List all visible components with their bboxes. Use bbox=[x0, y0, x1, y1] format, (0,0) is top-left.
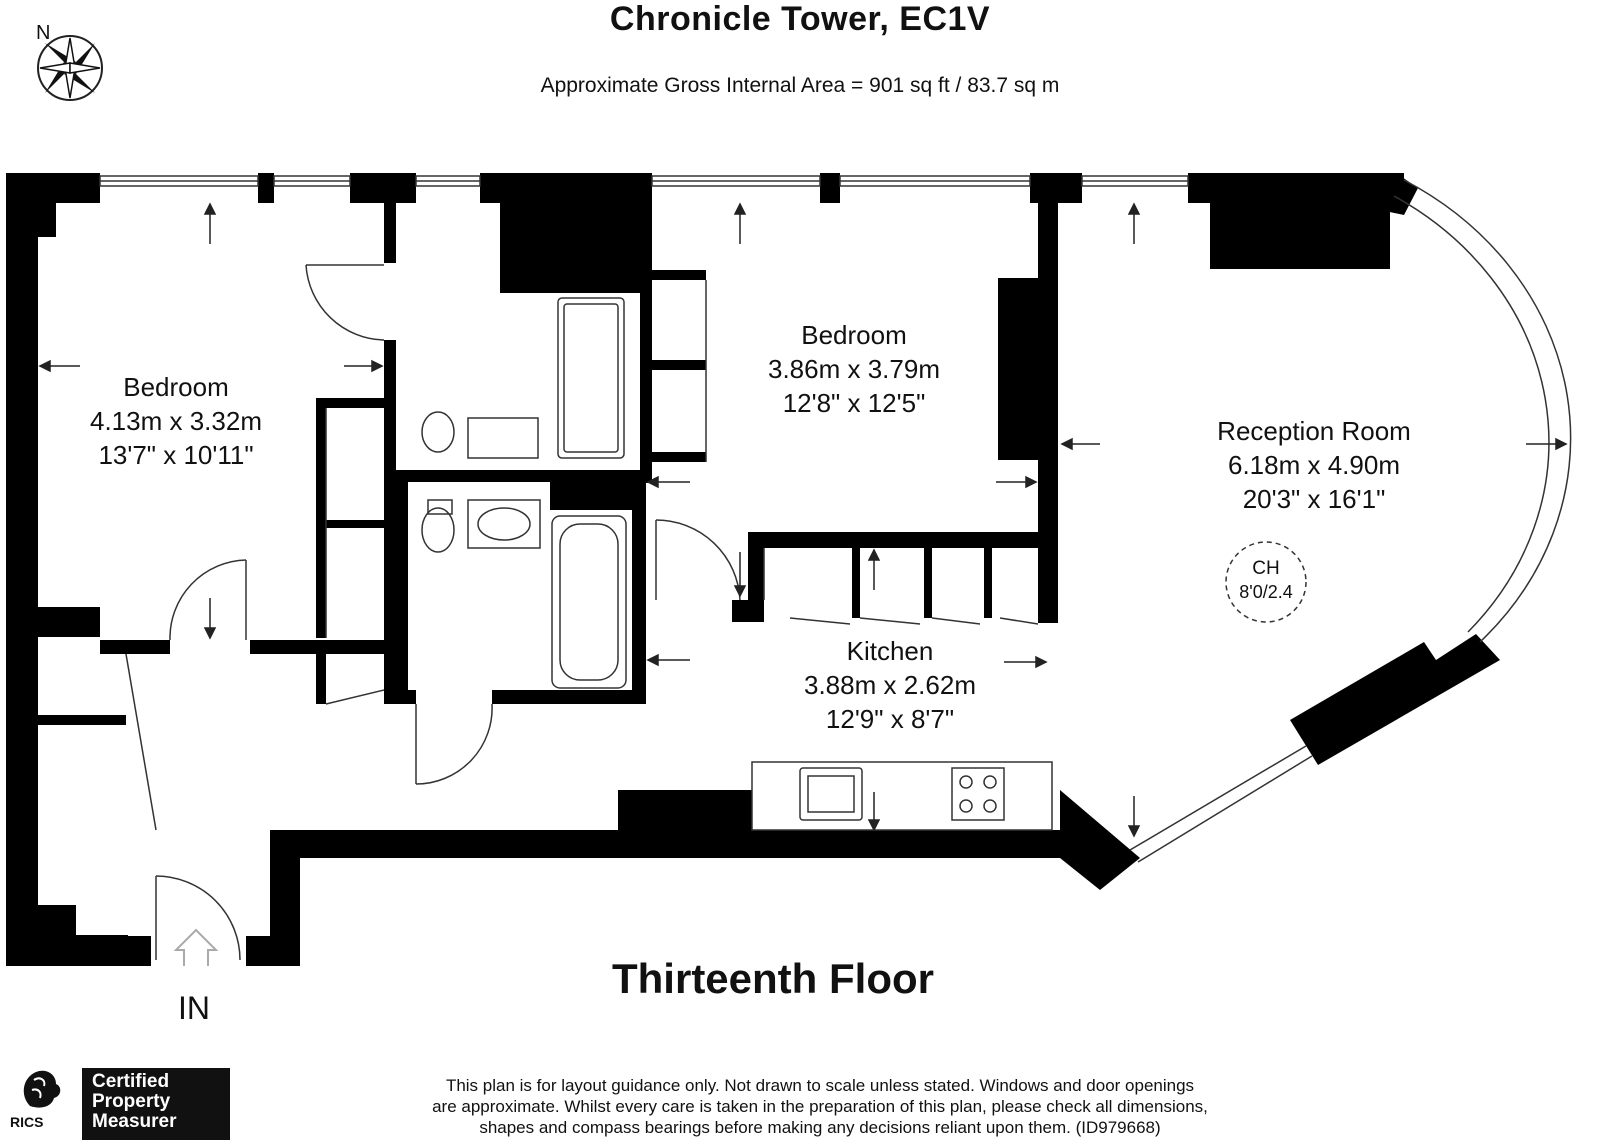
room-bedroom-2 bbox=[768, 320, 940, 418]
rics-logo-text: RICS bbox=[10, 1114, 44, 1130]
certified-measurer-badge bbox=[82, 1068, 230, 1140]
entrance-label: IN bbox=[178, 990, 210, 1026]
room-imperial: 20'3" x 16'1" bbox=[1242, 484, 1386, 514]
compass-rose-icon bbox=[38, 36, 102, 100]
entrance-arrow-icon bbox=[176, 930, 216, 966]
room-imperial: 12'8" x 12'5" bbox=[782, 388, 926, 418]
room-metric: 4.13m x 3.32m bbox=[90, 406, 262, 436]
room-name: Kitchen bbox=[846, 636, 934, 666]
room-metric: 6.18m x 4.90m bbox=[1228, 450, 1400, 480]
ceiling-height-label: CH bbox=[1252, 558, 1280, 579]
room-reception bbox=[1217, 416, 1411, 514]
floor-label: Thirteenth Floor bbox=[612, 955, 934, 1002]
room-bedroom-1 bbox=[90, 372, 262, 470]
room-name: Reception Room bbox=[1217, 416, 1411, 446]
disclaimer-line: This plan is for layout guidance only. Not drawn to scale unless stated. Windows and door openings bbox=[445, 1076, 1195, 1095]
disclaimer-line: are approximate. Whilst every care is taken in the preparation of this plan, please check all dimensions, bbox=[432, 1097, 1208, 1116]
room-imperial: 12'9" x 8'7" bbox=[825, 704, 955, 734]
ceiling-height-value: 8'0/2.4 bbox=[1239, 582, 1293, 602]
badge-line: Certified bbox=[92, 1071, 170, 1092]
room-kitchen bbox=[804, 636, 976, 734]
compass-north-label: N bbox=[36, 22, 51, 44]
room-metric: 3.88m x 2.62m bbox=[804, 670, 976, 700]
room-metric: 3.86m x 3.79m bbox=[768, 354, 940, 384]
rics-lion-icon bbox=[12, 1066, 68, 1112]
disclaimer-line: shapes and compass bearings before making any decisions reliant upon them. (ID979668) bbox=[479, 1118, 1161, 1137]
room-name: Bedroom bbox=[801, 320, 907, 350]
gross-area: Approximate Gross Internal Area = 901 sq ft / 83.7 sq m bbox=[540, 74, 1060, 97]
disclaimer bbox=[370, 1075, 1270, 1138]
ceiling-height-marker bbox=[1226, 542, 1306, 622]
room-name: Bedroom bbox=[123, 372, 229, 402]
plan-title: Chronicle Tower, EC1V bbox=[609, 0, 991, 38]
badge-line: Measurer bbox=[92, 1111, 177, 1132]
room-imperial: 13'7" x 10'11" bbox=[98, 440, 254, 470]
badge-line: Property bbox=[92, 1091, 171, 1112]
